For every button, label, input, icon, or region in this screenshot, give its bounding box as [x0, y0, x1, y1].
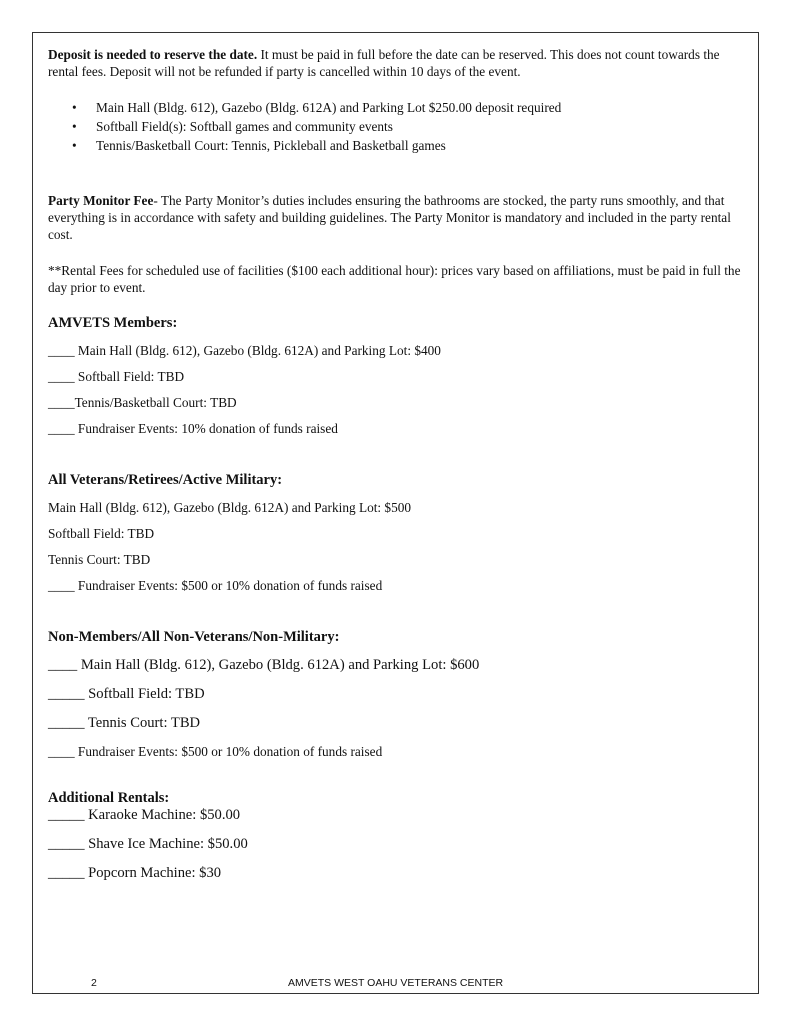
veterans-item: Main Hall (Bldg. 612), Gazebo (Bldg. 612A) and Parking Lot: $500 — [48, 500, 412, 515]
additional-item: _____ Popcorn Machine: $30 — [48, 865, 222, 881]
deposit-bullet: Main Hall (Bldg. 612), Gazebo (Bldg. 612A) and Parking Lot $250.00 deposit required — [96, 100, 562, 115]
page-number: 2 — [91, 977, 97, 989]
amvets-item: ____Tennis/Basketball Court: TBD — [48, 395, 237, 410]
deposit-bullet: Tennis/Basketball Court: Tennis, Pickleball and Basketball games — [96, 138, 446, 153]
deposit-bullet: Softball Field(s): Softball games and community events — [96, 119, 393, 134]
veterans-item: Tennis Court: TBD — [48, 552, 151, 567]
nonmembers-item: _____ Tennis Court: TBD — [48, 715, 201, 731]
amvets-item: ____ Fundraiser Events: 10% donation of funds raised — [48, 421, 338, 436]
veterans-item: Softball Field: TBD — [48, 526, 155, 541]
deposit-body: It must be paid in full before the date can be reserved. This does not count towards the rental fees. Deposit will not be refunded if party is cancelled within 10 days of the event. — [48, 47, 720, 79]
monitor-paragraph — [48, 192, 748, 243]
veterans-heading: All Veterans/Retirees/Active Military: — [48, 472, 283, 488]
monitor-lead: Party Monitor Fee — [48, 193, 154, 208]
bullet-icon: • — [72, 138, 77, 153]
deposit-paragraph — [48, 46, 748, 80]
nonmembers-item: ____ Main Hall (Bldg. 612), Gazebo (Bldg. 612A) and Parking Lot: $600 — [48, 657, 480, 673]
amvets-item: ____ Main Hall (Bldg. 612), Gazebo (Bldg. 612A) and Parking Lot: $400 — [48, 343, 441, 358]
amvets-item: ____ Softball Field: TBD — [48, 369, 185, 384]
nonmembers-item: _____ Softball Field: TBD — [48, 686, 205, 702]
footer-title: AMVETS WEST OAHU VETERANS CENTER — [288, 977, 504, 989]
amvets-heading: AMVETS Members: — [48, 315, 178, 331]
additional-item: _____ Karaoke Machine: $50.00 — [48, 807, 241, 823]
nonmembers-item: ____ Fundraiser Events: $500 or 10% donation of funds raised — [48, 744, 383, 759]
additional-item: _____ Shave Ice Machine: $50.00 — [48, 836, 248, 852]
bullet-icon: • — [72, 119, 77, 134]
monitor-body: - The Party Monitor’s duties includes ensuring the bathrooms are stocked, the party runs smoothly, and that everything is in accordance with safety and building guidelines. The Party Monitor is mandatory and included in the party rental cost. — [48, 193, 731, 242]
additional-heading: Additional Rentals: — [48, 790, 170, 806]
deposit-lead: Deposit is needed to reserve the date. — [48, 47, 258, 62]
veterans-item: ____ Fundraiser Events: $500 or 10% donation of funds raised — [48, 578, 383, 593]
rental-note: **Rental Fees for scheduled use of facilities ($100 each additional hour): prices vary based on affiliations, must be paid in full the day prior to event. — [48, 263, 741, 295]
nonmembers-heading: Non-Members/All Non-Veterans/Non-Military: — [48, 629, 340, 645]
bullet-icon: • — [72, 100, 77, 115]
